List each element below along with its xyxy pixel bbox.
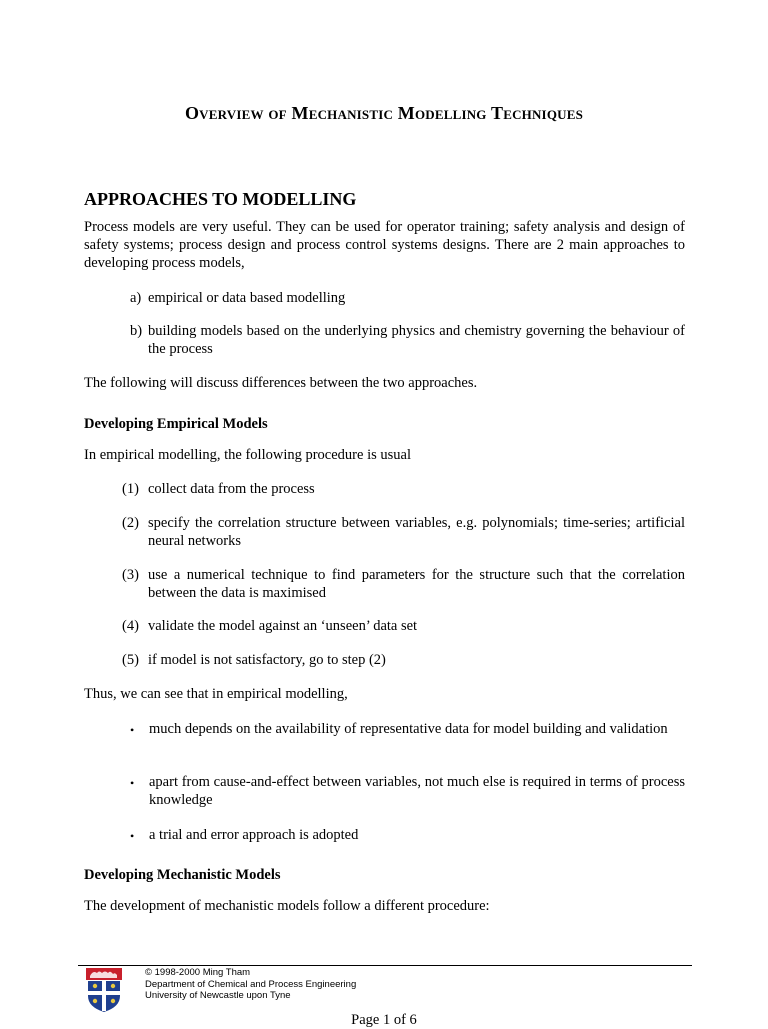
list-item-text: apart from cause-and-effect between variables, not much else is required in terms of process knowledge: [149, 774, 685, 808]
list-marker: a): [130, 290, 142, 306]
list-item: [130, 826, 685, 844]
empirical-intro: In empirical modelling, the following procedure is usual: [84, 447, 411, 463]
footer-info: [145, 967, 356, 1002]
footer-divider: [78, 965, 692, 966]
mechanistic-heading: Developing Mechanistic Models: [84, 867, 281, 883]
empirical-heading: Developing Empirical Models: [84, 416, 268, 432]
list-item-text: specify the correlation structure between variables, e.g. polynomials; time-series; artificial neural networks: [148, 515, 685, 549]
list-marker: b): [130, 323, 143, 339]
list-item: [130, 322, 685, 358]
list-item: [122, 651, 685, 669]
intro-paragraph: Process models are very useful. They can be used for operator training; safety analysis and design of safety systems; process design and process control systems designs. There are 2 main approaches to developing process models,: [84, 219, 685, 271]
bullet-icon: •: [130, 829, 135, 843]
following-paragraph: The following will discuss differences between the two approaches.: [84, 375, 478, 391]
list-item: [122, 617, 685, 635]
list-item-text: much depends on the availability of representative data for model building and validation: [149, 721, 668, 737]
list-item: [130, 720, 685, 738]
empirical-summary-intro: Thus, we can see that in empirical modelling,: [84, 686, 348, 702]
list-item-text: building models based on the underlying physics and chemistry governing the behaviour of the process: [148, 323, 685, 357]
footer-department: Department of Chemical and Process Engineering: [145, 978, 357, 990]
page-title: Overview of Mechanistic Modelling Techniques: [184, 103, 584, 123]
mechanistic-intro: The development of mechanistic models follow a different procedure:: [84, 898, 490, 914]
list-item: [122, 566, 685, 602]
list-item-text: use a numerical technique to find parameters for the structure such that the correlation between the data is maximised: [148, 567, 685, 601]
footer-university: University of Newcastle upon Tyne: [145, 990, 291, 1001]
list-marker: (1): [122, 481, 139, 497]
footer-copyright: © 1998-2000 Ming Tham: [145, 967, 251, 978]
list-item-text: empirical or data based modelling: [148, 290, 346, 306]
bullet-icon: •: [130, 723, 135, 737]
section-heading: APPROACHES TO MODELLING: [84, 189, 357, 209]
list-marker: (4): [122, 618, 139, 634]
list-item-text: validate the model against an ‘unseen’ data set: [148, 618, 418, 634]
list-item-text: a trial and error approach is adopted: [149, 827, 359, 843]
university-crest-icon: [84, 968, 124, 1012]
bullet-icon: •: [130, 776, 135, 790]
list-item-text: if model is not satisfactory, go to step (2): [148, 652, 386, 668]
list-item: [130, 773, 685, 809]
list-marker: (5): [122, 652, 139, 668]
list-item: [122, 480, 685, 498]
list-item: [122, 514, 685, 550]
list-marker: (3): [122, 567, 139, 583]
list-item: [130, 289, 685, 307]
list-item-text: collect data from the process: [148, 481, 315, 497]
page-number: Page 1 of 6: [351, 1012, 417, 1028]
list-marker: (2): [122, 515, 139, 531]
